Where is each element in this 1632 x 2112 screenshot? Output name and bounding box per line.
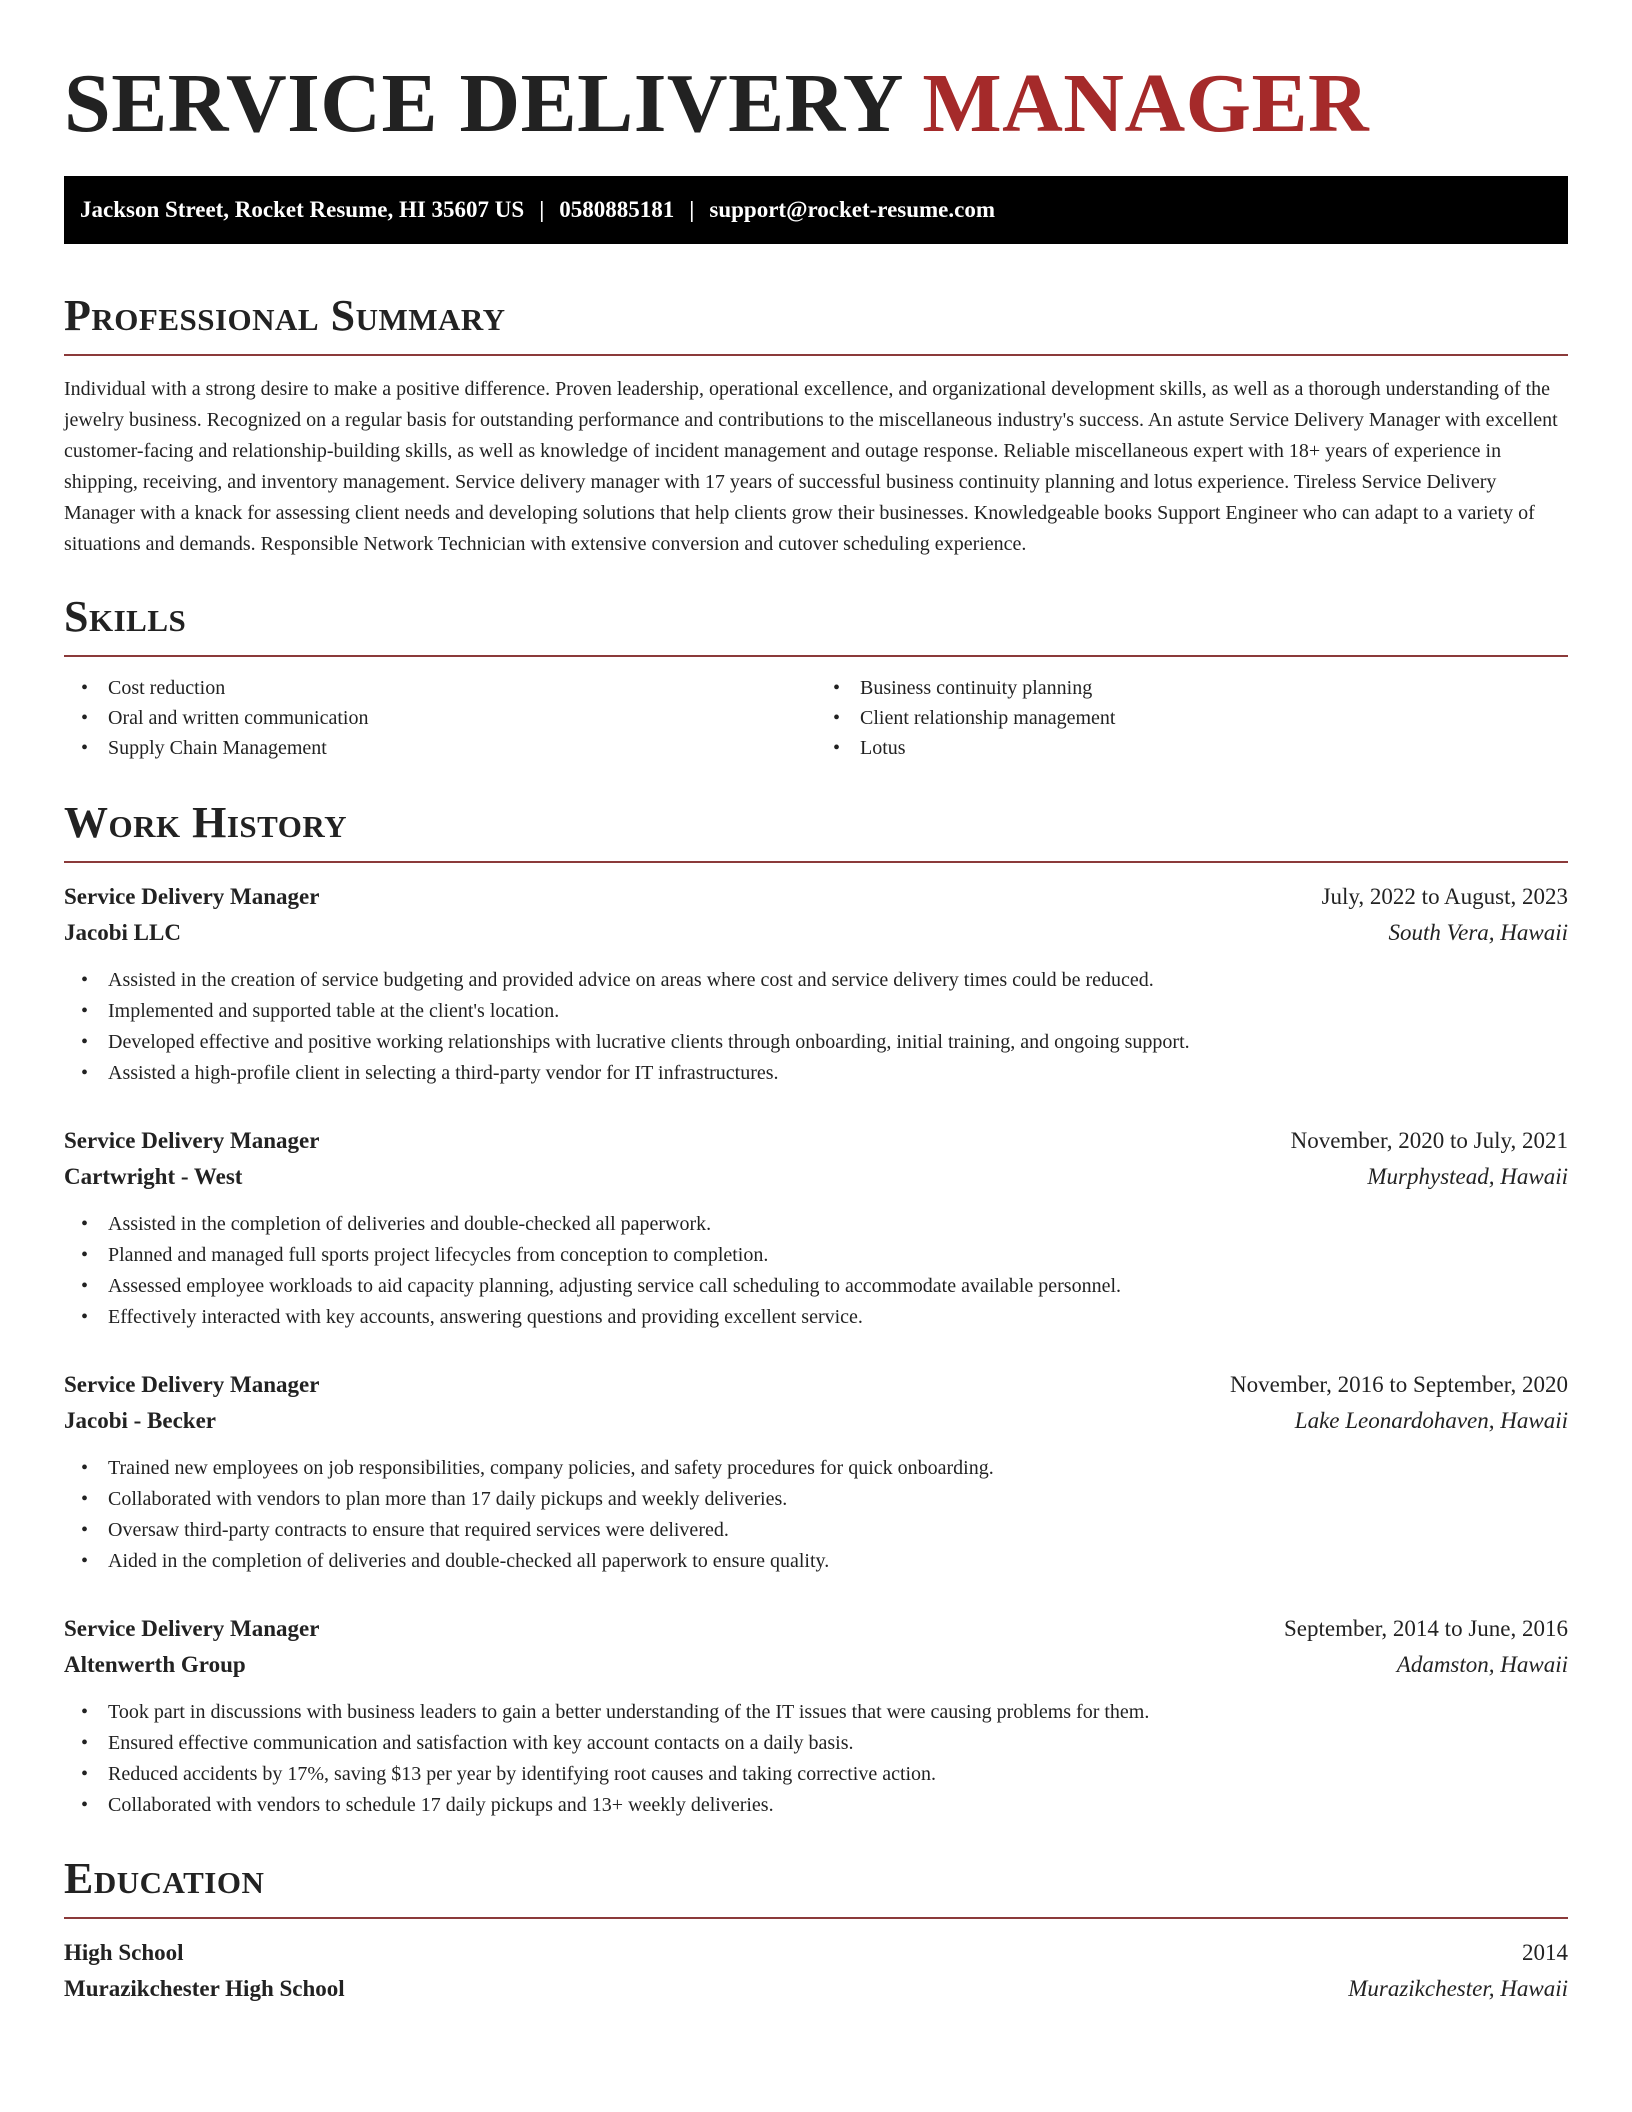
work-history-section	[64, 795, 1568, 1821]
education-degree: High School	[64, 1940, 184, 1965]
job-location: Murphystead, Hawaii	[1367, 1164, 1568, 1189]
job-bullet: • Planned and managed full sports project lifecycles from conception to completion.	[108, 1240, 1568, 1271]
job-bullet: • Implemented and supported table at the client's location.	[108, 996, 1568, 1027]
job-bullets	[64, 1697, 1568, 1821]
skills-column-right	[816, 673, 1568, 763]
job-bullets	[64, 965, 1568, 1089]
job-dates: July, 2022 to August, 2023	[1321, 884, 1568, 909]
section-divider	[64, 354, 1568, 356]
summary-section	[64, 288, 1568, 560]
skills-section	[64, 589, 1568, 763]
work-history-heading: Work History	[64, 798, 348, 847]
job-bullets	[64, 1453, 1568, 1577]
job-entry	[64, 1611, 1568, 1821]
education-school-row	[64, 1971, 1568, 2007]
summary-text: Individual with a strong desire to make a positive difference. Proven leadership, operational excellence, and organizational development skills, as well as a thorough understanding of the jewelry business. Recognized on a regular basis for outstanding performance and contributions to the miscellaneous industry's success. An astute Service Delivery Manager with excellent customer-facing and relationship-building skills, as well as knowledge of incident management and outage response. Reliable miscellaneous expert with 18+ years of experience in shipping, receiving, and inventory management. Service delivery manager with 17 years of successful business continuity planning and lotus experience. Tireless Service Delivery Manager with a knack for assessing client needs and developing solutions that help clients grow their businesses. Knowledgeable books Support Engineer who can adapt to a variety of situations and demands. Responsible Network Technician with extensive conversion and cutover scheduling experience.	[64, 378, 1558, 555]
skills-grid	[64, 673, 1568, 763]
skill-item: • Cost reduction	[108, 673, 816, 703]
job-entry	[64, 879, 1568, 1089]
job-header-row	[64, 879, 1568, 915]
resume-title-main: SERVICE DELIVERY	[64, 57, 901, 150]
job-company: Altenwerth Group	[64, 1652, 246, 1677]
job-header-row	[64, 1123, 1568, 1159]
job-title: Service Delivery Manager	[64, 1128, 320, 1153]
job-title: Service Delivery Manager	[64, 1616, 320, 1641]
job-bullet: • Assessed employee workloads to aid capacity planning, adjusting service call scheduling to accommodate available personnel.	[108, 1271, 1568, 1302]
education-location: Murazikchester, Hawaii	[1348, 1976, 1568, 2001]
education-school: Murazikchester High School	[64, 1976, 345, 2001]
skills-column-left	[64, 673, 816, 763]
job-company-row	[64, 1647, 1568, 1683]
job-title: Service Delivery Manager	[64, 1372, 320, 1397]
job-bullet: • Trained new employees on job responsibilities, company policies, and safety procedures for quick onboarding.	[108, 1453, 1568, 1484]
job-bullet: • Effectively interacted with key accounts, answering questions and providing excellent service.	[108, 1302, 1568, 1333]
skill-item: • Business continuity planning	[860, 673, 1568, 703]
job-company: Jacobi LLC	[64, 920, 181, 945]
education-header-row	[64, 1935, 1568, 1971]
contact-email[interactable]: support@rocket-resume.com	[709, 197, 996, 222]
job-location: South Vera, Hawaii	[1388, 920, 1568, 945]
section-divider	[64, 1917, 1568, 1919]
resume-title-accent: MANAGER	[922, 57, 1370, 150]
job-location: Adamston, Hawaii	[1396, 1652, 1568, 1677]
job-company: Jacobi - Becker	[64, 1408, 217, 1433]
contact-address: Jackson Street, Rocket Resume, HI 35607 US	[80, 197, 525, 222]
skill-item: • Oral and written communication	[108, 703, 816, 733]
contact-bar	[64, 176, 1568, 244]
education-heading: Education	[64, 1854, 265, 1903]
job-dates: November, 2020 to July, 2021	[1290, 1128, 1568, 1153]
job-entry	[64, 1123, 1568, 1333]
skill-item: • Supply Chain Management	[108, 733, 816, 763]
job-bullet: • Collaborated with vendors to plan more than 17 daily pickups and weekly deliveries.	[108, 1484, 1568, 1515]
job-location: Lake Leonardohaven, Hawaii	[1294, 1408, 1568, 1433]
job-bullet: • Developed effective and positive working relationships with lucrative clients through onboarding, initial training, and ongoing support.	[108, 1027, 1568, 1058]
job-bullet: • Took part in discussions with business leaders to gain a better understanding of the IT issues that were causing problems for them.	[108, 1697, 1568, 1728]
job-dates: September, 2014 to June, 2016	[1284, 1616, 1568, 1641]
skills-heading: Skills	[64, 592, 187, 641]
job-company-row	[64, 1403, 1568, 1439]
job-entry	[64, 1367, 1568, 1577]
job-header-row	[64, 1367, 1568, 1403]
job-bullet: • Ensured effective communication and satisfaction with key account contacts on a daily basis.	[108, 1728, 1568, 1759]
skill-item: • Lotus	[860, 733, 1568, 763]
job-bullet: • Aided in the completion of deliveries and double-checked all paperwork to ensure quality.	[108, 1546, 1568, 1577]
job-bullet: • Assisted a high-profile client in selecting a third-party vendor for IT infrastructures.	[108, 1058, 1568, 1089]
job-bullet: • Oversaw third-party contracts to ensure that required services were delivered.	[108, 1515, 1568, 1546]
job-header-row	[64, 1611, 1568, 1647]
job-bullets	[64, 1209, 1568, 1333]
summary-heading: Professional Summary	[64, 291, 506, 340]
job-bullet: • Assisted in the creation of service budgeting and provided advice on areas where cost and service delivery times could be reduced.	[108, 965, 1568, 996]
skill-item: • Client relationship management	[860, 703, 1568, 733]
job-company: Cartwright - West	[64, 1164, 243, 1189]
section-divider	[64, 655, 1568, 657]
section-divider	[64, 861, 1568, 863]
job-company-row	[64, 915, 1568, 951]
education-section	[64, 1851, 1568, 2007]
resume-title	[64, 0, 1568, 154]
contact-separator: |	[689, 197, 695, 222]
job-dates: November, 2016 to September, 2020	[1230, 1372, 1568, 1397]
job-title: Service Delivery Manager	[64, 884, 320, 909]
job-bullet: • Collaborated with vendors to schedule 17 daily pickups and 13+ weekly deliveries.	[108, 1790, 1568, 1821]
contact-separator: |	[539, 197, 545, 222]
job-bullet: • Reduced accidents by 17%, saving $13 per year by identifying root causes and taking corrective action.	[108, 1759, 1568, 1790]
education-year: 2014	[1522, 1940, 1568, 1965]
education-entry	[64, 1935, 1568, 2007]
job-company-row	[64, 1159, 1568, 1195]
contact-phone[interactable]: 0580885181	[559, 197, 675, 222]
job-bullet: • Assisted in the completion of deliveries and double-checked all paperwork.	[108, 1209, 1568, 1240]
